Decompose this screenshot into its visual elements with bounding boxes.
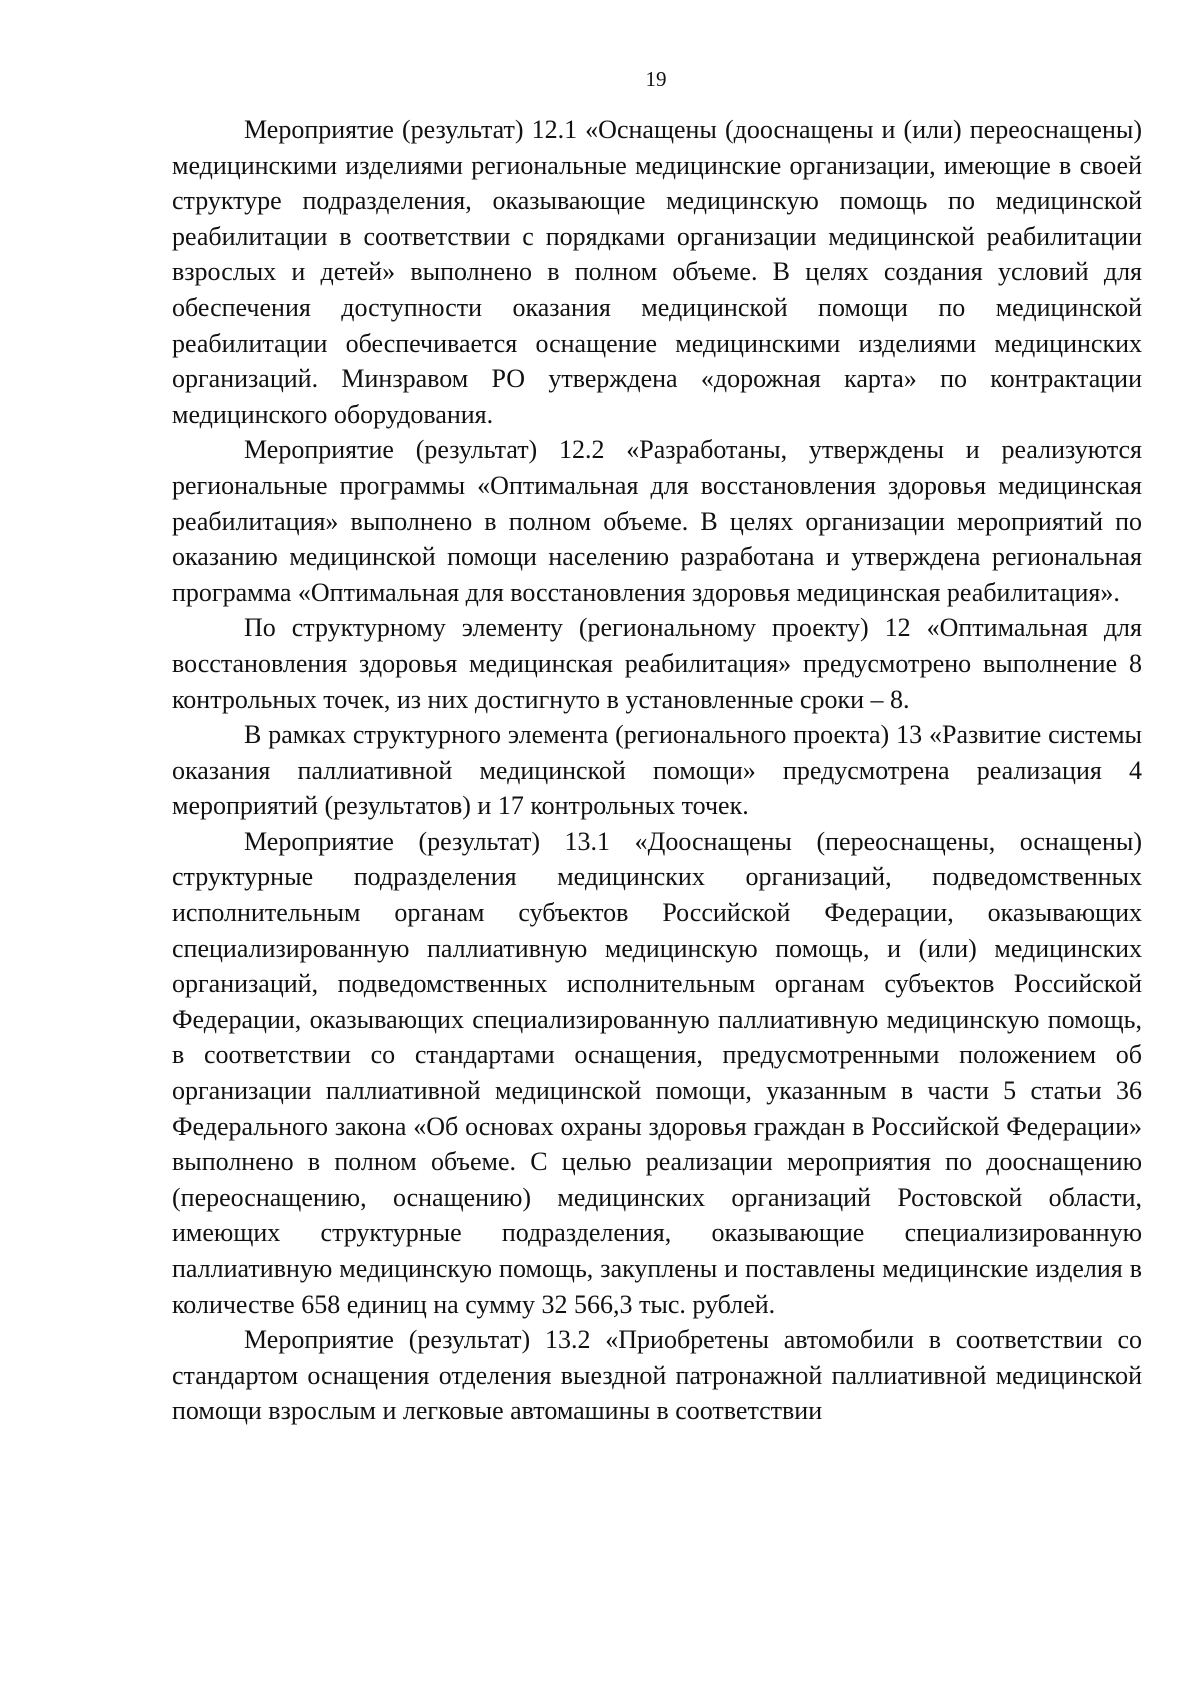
paragraph-project-12-summary: По структурному элементу (региональному проекту) 12 «Оптимальная для восстановления здоровья медицинская реабилитация» предусмотрено выполнение 8 контрольных точек, из них достигнуто в установленные сроки – 8. [172, 613, 1142, 714]
paragraph-12-2: Мероприятие (результат) 12.2 «Разработаны, утверждены и реализуются региональные программы «Оптимальная для восстановления здоровья медицинская реабилитация» выполнено в полном объеме. В целях организации мероприятий по оказанию медицинской помощи населению разработана и утверждена региональная программа «Оптимальная для восстановления здоровья медицинская реабилитация». [172, 435, 1142, 607]
page-number: 19 [645, 67, 667, 91]
document-body [172, 112, 1142, 1429]
paragraph-12-1: Мероприятие (результат) 12.1 «Оснащены (дооснащены и (или) переоснащены) медицинскими изделиями региональные медицинские организации, имеющие в своей структуре подразделения, оказывающие медицинскую помощь по медицинской реабилитации в соответствии с порядками организации медицинской реабилитации взрослых и детей» выполнено в полном объеме. В целях создания условий для обеспечения доступности оказания медицинской помощи по медицинской реабилитации обеспечивается оснащение медицинскими изделиями медицинских организаций. Минзравом РО утверждена «дорожная карта» по контрактации медицинского оборудования. [172, 115, 1142, 429]
paragraph-13-1: Мероприятие (результат) 13.1 «Дооснащены (переоснащены, оснащены) структурные подразделения медицинских организаций, подведомственных исполнительным органам субъектов Российской Федерации, оказывающих специализированную паллиативную медицинскую помощь, и (или) медицинских организаций, подведомственных исполнительным органам субъектов Российской Федерации, оказывающих специализированную паллиативную медицинскую помощь, в соответствии со стандартами оснащения, предусмотренными положением об организации паллиативной медицинской помощи, указанным в части 5 статьи 36 Федерального закона «Об основах охраны здоровья граждан в Российской Федерации» выполнено в полном объеме. С целью реализации мероприятия по дооснащению (переоснащению, оснащению) медицинских организаций Ростовской области, имеющих структурные подразделения, оказывающие специализированную паллиативную медицинскую помощь, закуплены и поставлены медицинские изделия в количестве 658 единиц на сумму 32 566,3 тыс. рублей. [172, 826, 1142, 1319]
paragraph-project-13-intro: В рамках структурного элемента (регионального проекта) 13 «Развитие системы оказания паллиативной медицинской помощи» предусмотрена реализация 4 мероприятий (результатов) и 17 контрольных точек. [172, 720, 1142, 821]
paragraph-13-2: Мероприятие (результат) 13.2 «Приобретены автомобили в соответствии со стандартом оснащения отделения выездной патронажной паллиативной медицинской помощи взрослым и легковые автомашины в соответствии [172, 1325, 1142, 1426]
